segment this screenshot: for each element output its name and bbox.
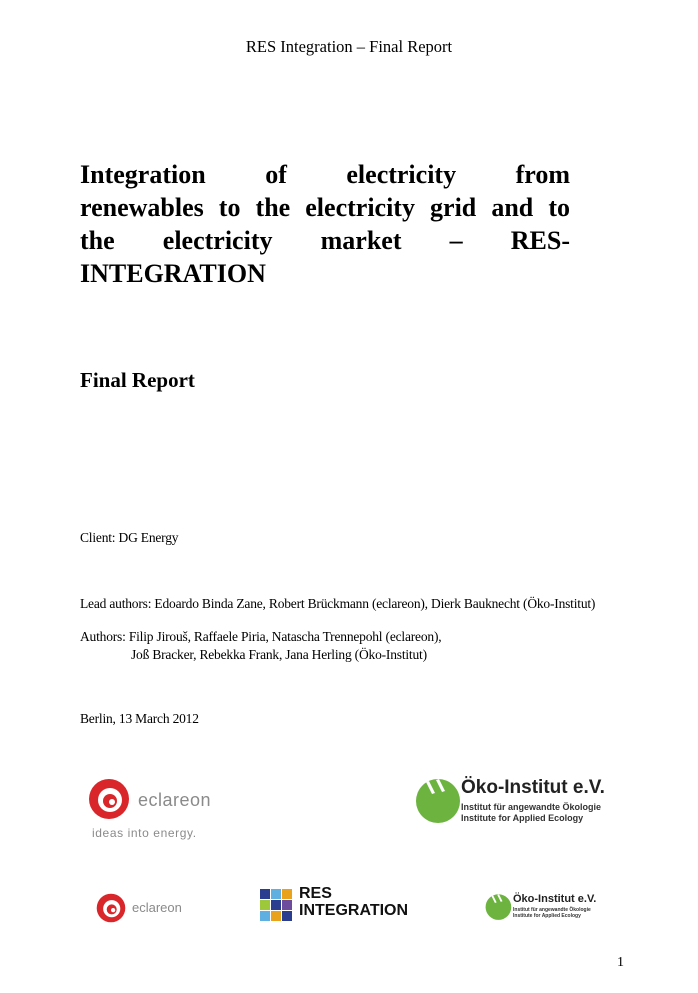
- oeko-institut-logo-large: [415, 777, 630, 827]
- oeko-leaf-icon: [415, 777, 463, 823]
- oeko-wordmark-small: Öko-Institut e.V.: [513, 893, 597, 905]
- oeko-institut-logo-small: [485, 893, 615, 925]
- eclareon-swirl-icon: [88, 778, 130, 820]
- lead-authors-line: Lead authors: Edoardo Binda Zane, Robert Brückmann (eclareon), Dierk Bauknecht (Öko-Institut): [80, 596, 596, 611]
- title-line-3: the electricity market – RES-: [80, 226, 570, 255]
- page-number: 1: [617, 955, 624, 970]
- eclareon-wordmark: eclareon: [138, 790, 212, 810]
- running-header: RES Integration – Final Report: [245, 37, 453, 56]
- authors-line-2: Joß Bracker, Rebekka Frank, Jana Herling (Öko-Institut): [131, 647, 427, 662]
- res-wordmark-line1: RES: [299, 885, 332, 902]
- document-title: [80, 158, 570, 290]
- res-integration-logo: [258, 885, 428, 925]
- oeko-subline-de-small: Institut für angewandte Ökologie: [513, 907, 591, 913]
- oeko-leaf-icon-small: [485, 893, 513, 920]
- authors-line-1: Authors: Filip Jirouš, Raffaele Piria, Natascha Trennepohl (eclareon),: [80, 629, 442, 644]
- title-line-4: INTEGRATION: [80, 259, 266, 288]
- oeko-subline-en-small: Institute for Applied Ecology: [513, 913, 581, 919]
- oeko-wordmark: Öko-Institut e.V.: [461, 777, 605, 798]
- eclareon-logo-large: [88, 778, 238, 844]
- date-line: Berlin, 13 March 2012: [80, 711, 199, 726]
- document-subtitle: Final Report: [80, 368, 195, 392]
- eclareon-logo-small: [96, 893, 196, 925]
- eclareon-tagline: ideas into energy.: [92, 826, 197, 840]
- res-wordmark-line2: INTEGRATION: [299, 902, 409, 919]
- oeko-subline-de: Institut für angewandte Ökologie: [461, 802, 602, 812]
- eclareon-wordmark-small: eclareon: [132, 900, 182, 915]
- oeko-subline-en: Institute for Applied Ecology: [461, 813, 584, 823]
- eclareon-swirl-icon-small: [96, 893, 126, 923]
- title-line-1: Integration of electricity from: [80, 160, 570, 189]
- client-line: Client: DG Energy: [80, 530, 179, 545]
- title-line-2: renewables to the electricity grid and to: [80, 193, 570, 222]
- puzzle-icon: [258, 887, 294, 923]
